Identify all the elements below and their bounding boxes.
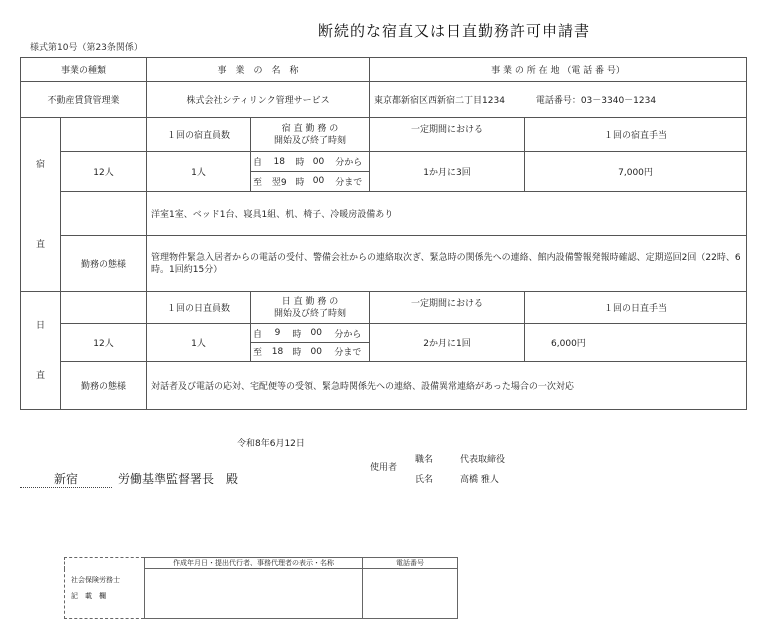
night-end-hour-unit: 時 <box>295 177 305 188</box>
day-group-char-2: 直 <box>35 370 45 381</box>
labour-office-suffix: 労働基準監督署長 殿 <box>118 472 239 486</box>
night-start-hour: 18 <box>267 153 291 172</box>
day-allowance-header: １回の日直手当 <box>525 292 747 324</box>
night-end-row <box>251 172 369 191</box>
business-address-cell <box>370 82 747 118</box>
day-period-header: 一定期間における <box>370 292 525 324</box>
night-allowance: 7,000円 <box>525 152 747 192</box>
day-per-shift: 1人 <box>147 324 251 362</box>
application-date: 令和8年6月12日 <box>237 439 305 449</box>
night-end-prefix: 至 <box>253 177 263 188</box>
position: 代表取締役 <box>460 455 506 465</box>
day-start-hour: 9 <box>267 325 288 343</box>
night-facilities-label <box>61 192 147 236</box>
day-time-header <box>251 292 370 324</box>
day-group-char-1: 日 <box>35 320 45 331</box>
employer-name: 高橋 雅人 <box>460 475 499 485</box>
night-time-header-2: 開始及び終了時刻 <box>274 135 347 146</box>
night-allowance-header: １回の宿直手当 <box>525 118 747 152</box>
day-end-min: 00 <box>310 346 322 357</box>
night-duties-row <box>21 236 747 292</box>
night-end-suffix: 分まで <box>335 177 363 188</box>
night-frequency: 1か月に3回 <box>370 152 525 192</box>
night-period-header: 一定期間における <box>370 118 525 152</box>
night-duty-group <box>21 118 61 292</box>
night-duties: 管理物件緊急入居者からの電話の受付、警備会社からの連絡取次ぎ、緊急時の関係先への連絡、館内設備警報発報時確認、定期巡回2回（22時、6時。1回約15分） <box>147 236 747 292</box>
position-label: 職名 <box>415 455 434 465</box>
business-address-header: 事 業 の 所 在 地 （電 話 番 号） <box>370 58 747 82</box>
night-total: 12人 <box>61 152 147 192</box>
sr-label-cell <box>65 558 145 619</box>
day-data-row <box>21 324 747 362</box>
night-time-header-1: 宿 直 勤 務 の <box>281 123 339 134</box>
form-title: 断続的な宿直又は日直勤務許可申請書 <box>318 22 591 40</box>
day-header-row <box>21 292 747 324</box>
business-row <box>21 82 747 118</box>
business-name-header: 事 業 の 名 称 <box>147 58 370 82</box>
business-name: 株式会社シティリンク管理サービス <box>147 82 370 118</box>
day-end-suffix: 分まで <box>334 348 362 359</box>
night-group-char-2: 直 <box>35 239 45 250</box>
day-per-shift-header: １回の日直員数 <box>147 292 251 324</box>
day-start-prefix: 自 <box>251 325 267 343</box>
night-start-prefix: 自 <box>251 153 267 172</box>
business-phone: 電話番号：03－3340－1234 <box>535 96 657 106</box>
sr-header-row <box>65 558 458 569</box>
day-start-hour-unit: 時 <box>288 325 306 343</box>
day-frequency: 2か月に1回 <box>370 324 525 362</box>
night-facilities-row <box>21 192 747 236</box>
day-time-header-2: 開始及び終了時刻 <box>274 308 347 319</box>
sr-col1-value <box>145 569 363 619</box>
day-start-row <box>251 325 369 343</box>
day-start-suffix: 分から <box>327 325 369 343</box>
day-duties: 対話者及び電話の応対、宅配便等の受領、緊急時関係先への連絡、設備異常連絡があった場合の一次対応 <box>147 362 747 410</box>
day-duties-label: 勤務の態様 <box>61 362 147 410</box>
sr-label-2: 記 載 欄 <box>71 592 106 600</box>
night-start-row <box>251 153 369 172</box>
night-time-cell <box>251 152 370 192</box>
night-per-shift: 1人 <box>147 152 251 192</box>
day-total: 12人 <box>61 324 147 362</box>
day-time-header-1: 日 直 勤 務 の <box>281 296 339 307</box>
night-header-row <box>21 118 747 152</box>
form-number: 様式第10号（第23条関係） <box>30 43 143 53</box>
night-per-shift-header: １回の宿直員数 <box>147 118 251 152</box>
night-end-hour: 翌9 <box>271 177 287 188</box>
header-row <box>21 58 747 82</box>
sr-record-box <box>64 557 458 619</box>
employer-label: 使用者 <box>370 463 398 473</box>
day-time-cell <box>251 324 370 362</box>
day-duties-row <box>21 362 747 410</box>
night-time-table <box>251 153 369 191</box>
day-time-table <box>251 325 369 361</box>
day-duty-group <box>21 292 61 410</box>
night-start-suffix: 分から <box>329 153 369 172</box>
day-blank-header <box>61 292 147 324</box>
night-facilities: 洋室1室、ベッド1台、寝具1組、机、椅子、冷暖房設備あり <box>147 192 747 236</box>
application-table <box>20 57 747 410</box>
sr-col1-header: 作成年月日・提出代行者、事務代理者の表示・名称 <box>145 558 363 569</box>
day-end-prefix: 至 <box>253 348 263 359</box>
night-blank-header <box>61 118 147 152</box>
business-type: 不動産賃貸管理業 <box>21 82 147 118</box>
night-group-char-1: 宿 <box>35 159 45 170</box>
addressee <box>20 470 238 488</box>
labour-office-name: 新宿 <box>20 470 112 488</box>
day-end-hour-unit: 時 <box>292 348 302 359</box>
name-label: 氏名 <box>415 475 434 485</box>
night-end-min: 00 <box>312 176 325 187</box>
night-start-hour-unit: 時 <box>291 153 308 172</box>
night-data-row <box>21 152 747 192</box>
business-type-header: 事業の種類 <box>21 58 147 82</box>
business-address: 東京都新宿区西新宿二丁目1234 <box>374 96 505 106</box>
day-end-hour: 18 <box>271 346 284 357</box>
sr-label-1: 社会保険労務士 <box>71 576 120 584</box>
sr-col2-header: 電話番号 <box>363 558 458 569</box>
night-start-min: 00 <box>308 153 328 172</box>
day-start-min: 00 <box>306 325 327 343</box>
night-duties-label: 勤務の態様 <box>61 236 147 292</box>
day-allowance: 6,000円 <box>525 324 747 362</box>
night-time-header <box>251 118 370 152</box>
day-end-row <box>251 343 369 361</box>
sr-col2-value <box>363 569 458 619</box>
